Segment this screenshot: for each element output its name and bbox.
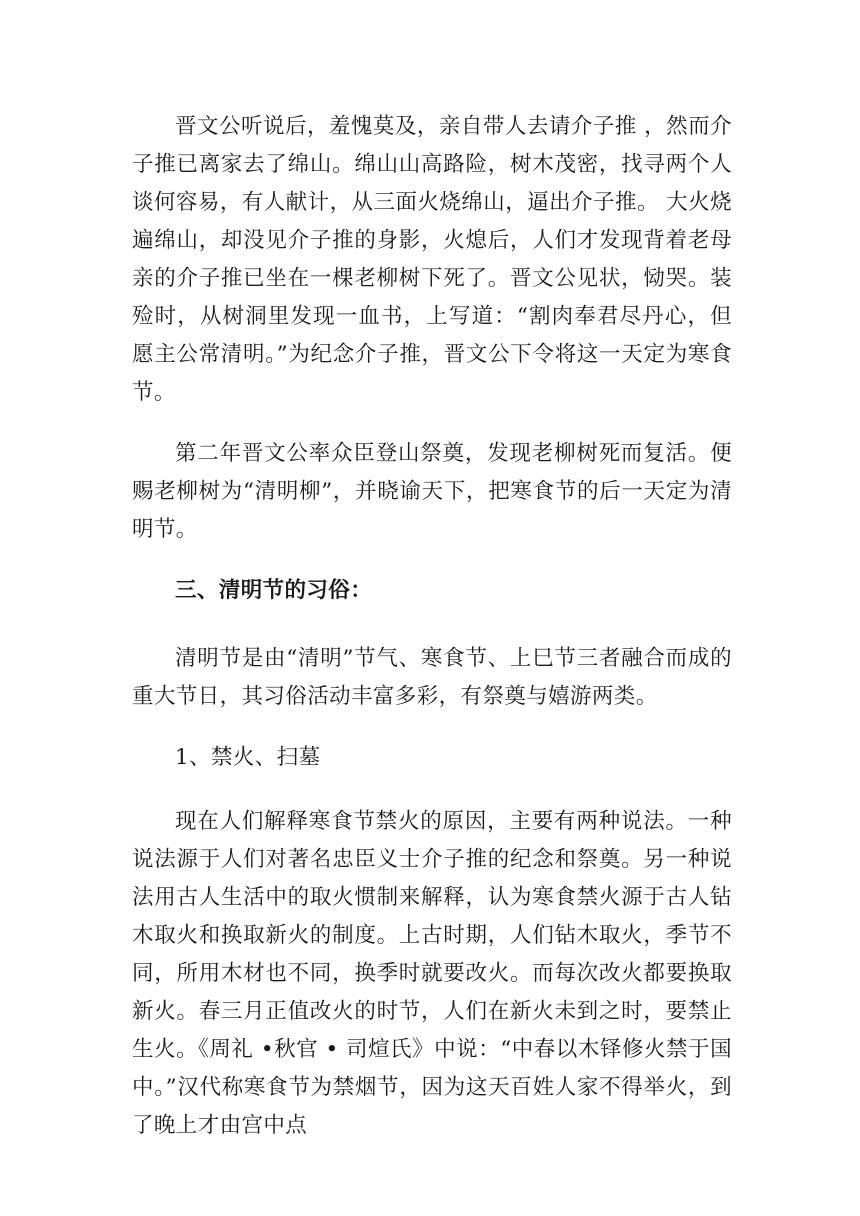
body-paragraph: 现在人们解释寒食节禁火的原因，主要有两种说法。一种说法源于人们对著名忠臣义士介子推的纪念和祭奠。另一种说法用古人生活中的取火惯制来解释，认为寒食禁火源于古人钻木取火和换取新火的制度。上古时期，人们钻木取火，季节不同，所用木材也不同，换季时就要改火。而每次改火都要换取新火。春三月正值改火的时节，人们在新火未到之时，要禁止生火。《周礼 •秋官 • 司煊氏》中说：“中春以木铎修火禁于国中。”汉代称寒食节为禁烟节，因为这天百姓人家不得举火，到了晚上才由宫中点 — [132, 809, 732, 1138]
document-page — [132, 108, 732, 1168]
section-heading: 三、清明节的习俗： — [175, 578, 373, 603]
subsection-heading: 1、禁火、扫墓 — [175, 745, 321, 770]
story-paragraph-2: 第二年晋文公率众臣登山祭奠，发现老柳树死而复活。便赐老柳树为“清明柳”，并晓谕天下，把寒食节的后一天定为清明节。 — [132, 441, 732, 542]
story-paragraph-1: 晋文公听说后，羞愧莫及，亲自带人去请介子推 ，然而介子推已离家去了绵山。绵山山高路险，树木茂密，找寻两个人谈何容易，有人献计，从三面火烧绵山，逼出介子推。 大火烧遍绵山，却没见介子推的身影，火熄后，人们才发现背着老母亲的介子推已坐在一棵老柳树下死了。晋文公见状，恸哭。装殓时，从树洞里发现一血书，上写道：“割肉奉君尽丹心，但愿主公常清明。”为纪念介子推，晋文公下令将这一天定为寒食节。 — [132, 114, 732, 405]
section-intro-paragraph: 清明节是由“清明”节气、寒食节、上巳节三者融合而成的重大节日，其习俗活动丰富多彩，有祭奠与嬉游两类。 — [132, 646, 732, 709]
